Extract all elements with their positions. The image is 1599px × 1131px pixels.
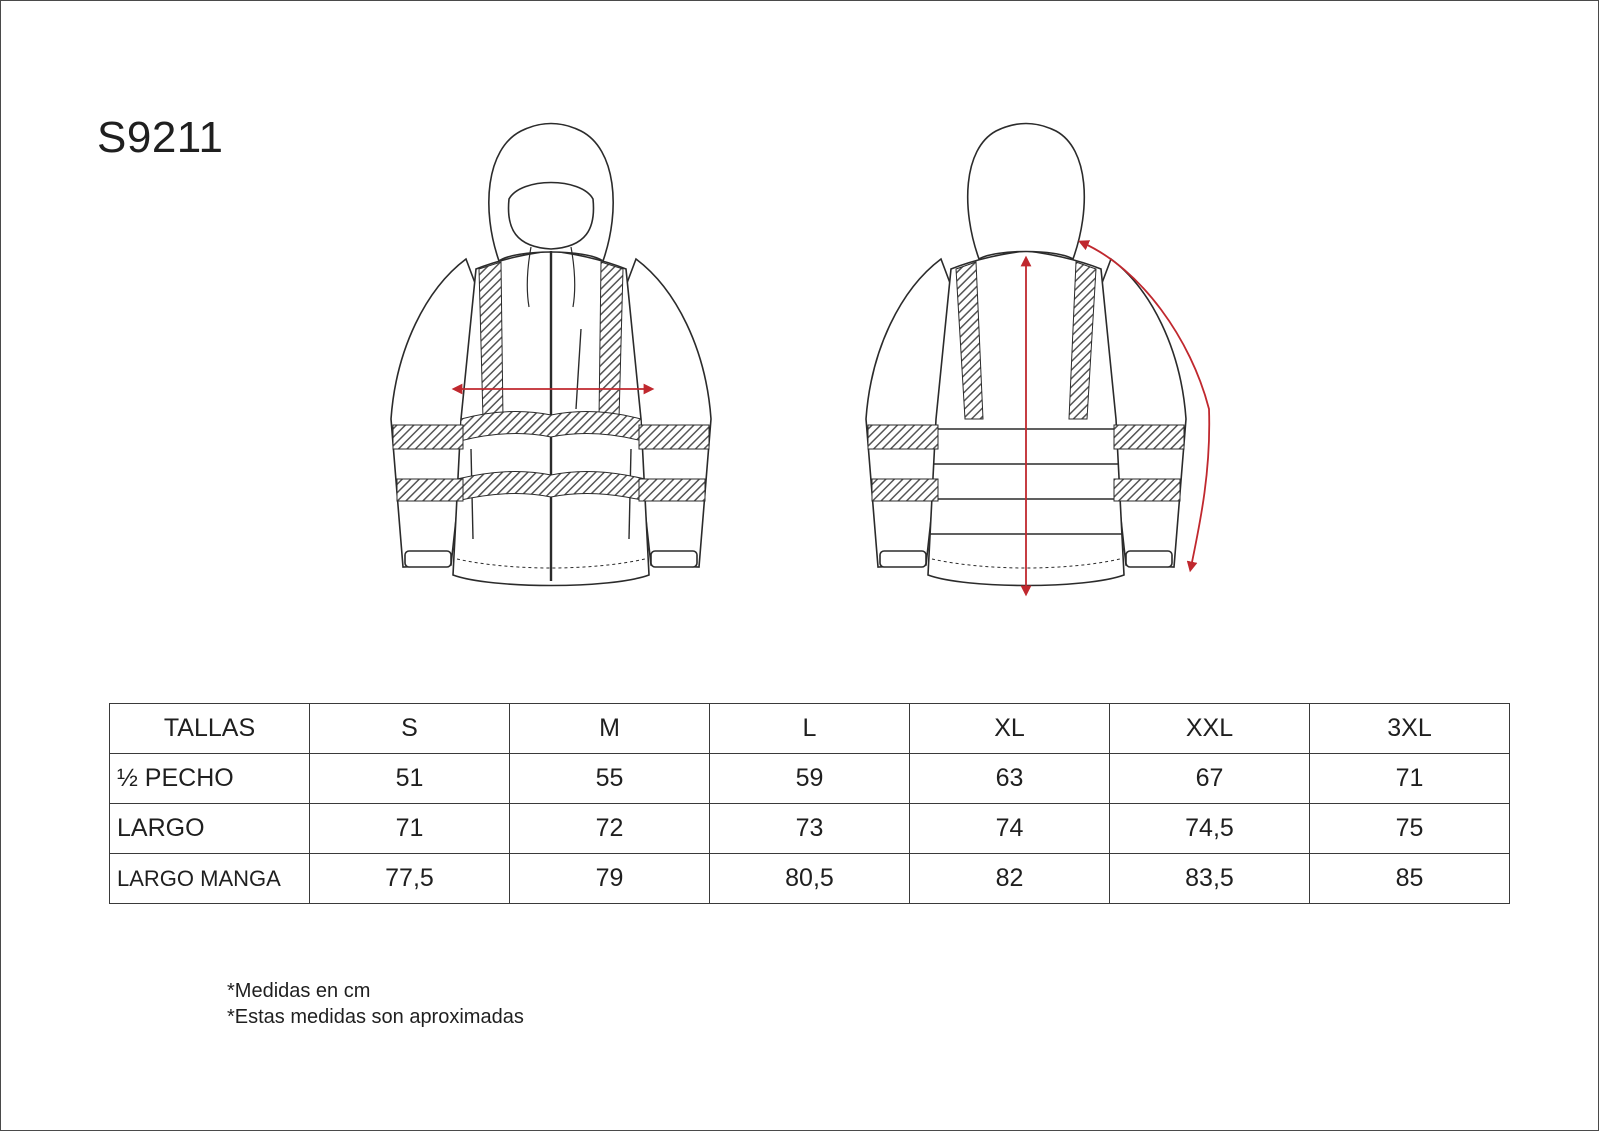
row-label-length: LARGO [110,804,310,854]
table-cell: 59 [710,754,910,804]
size-header-cell: XL [910,704,1110,754]
table-row [110,854,1510,904]
size-header-row [110,704,1510,754]
size-header-cell: M [510,704,710,754]
table-cell: 83,5 [1110,854,1310,904]
table-cell: 67 [1110,754,1310,804]
table-row [110,804,1510,854]
footnote-approximate: *Estas medidas son aproximadas [227,1006,524,1028]
table-cell: 79 [510,854,710,904]
table-row [110,754,1510,804]
size-table [109,703,1510,904]
table-cell: 72 [510,804,710,854]
front-hood-opening [508,183,593,250]
size-header-cell: 3XL [1310,704,1510,754]
table-cell: 55 [510,754,710,804]
jacket-front-view [391,124,711,586]
table-cell: 77,5 [310,854,510,904]
table-cell: 63 [910,754,1110,804]
table-cell: 51 [310,754,510,804]
footnotes [227,978,524,1030]
table-cell: 80,5 [710,854,910,904]
row-label-half-chest: ½ PECHO [110,754,310,804]
table-cell: 73 [710,804,910,854]
size-header-label: TALLAS [110,704,310,754]
size-header-cell: S [310,704,510,754]
table-cell: 75 [1310,804,1510,854]
table-cell: 82 [910,854,1110,904]
table-cell: 85 [1310,854,1510,904]
table-cell: 71 [1310,754,1510,804]
row-label-sleeve-length: LARGO MANGA [110,854,310,904]
table-cell: 71 [310,804,510,854]
size-header-cell: L [710,704,910,754]
jacket-technical-drawing [371,119,1251,609]
table-cell: 74,5 [1110,804,1310,854]
size-header-cell: XXL [1110,704,1310,754]
table-cell: 74 [910,804,1110,854]
model-code: S9211 [97,113,224,162]
back-hood [968,124,1085,260]
footnote-units: *Medidas en cm [227,980,371,1002]
